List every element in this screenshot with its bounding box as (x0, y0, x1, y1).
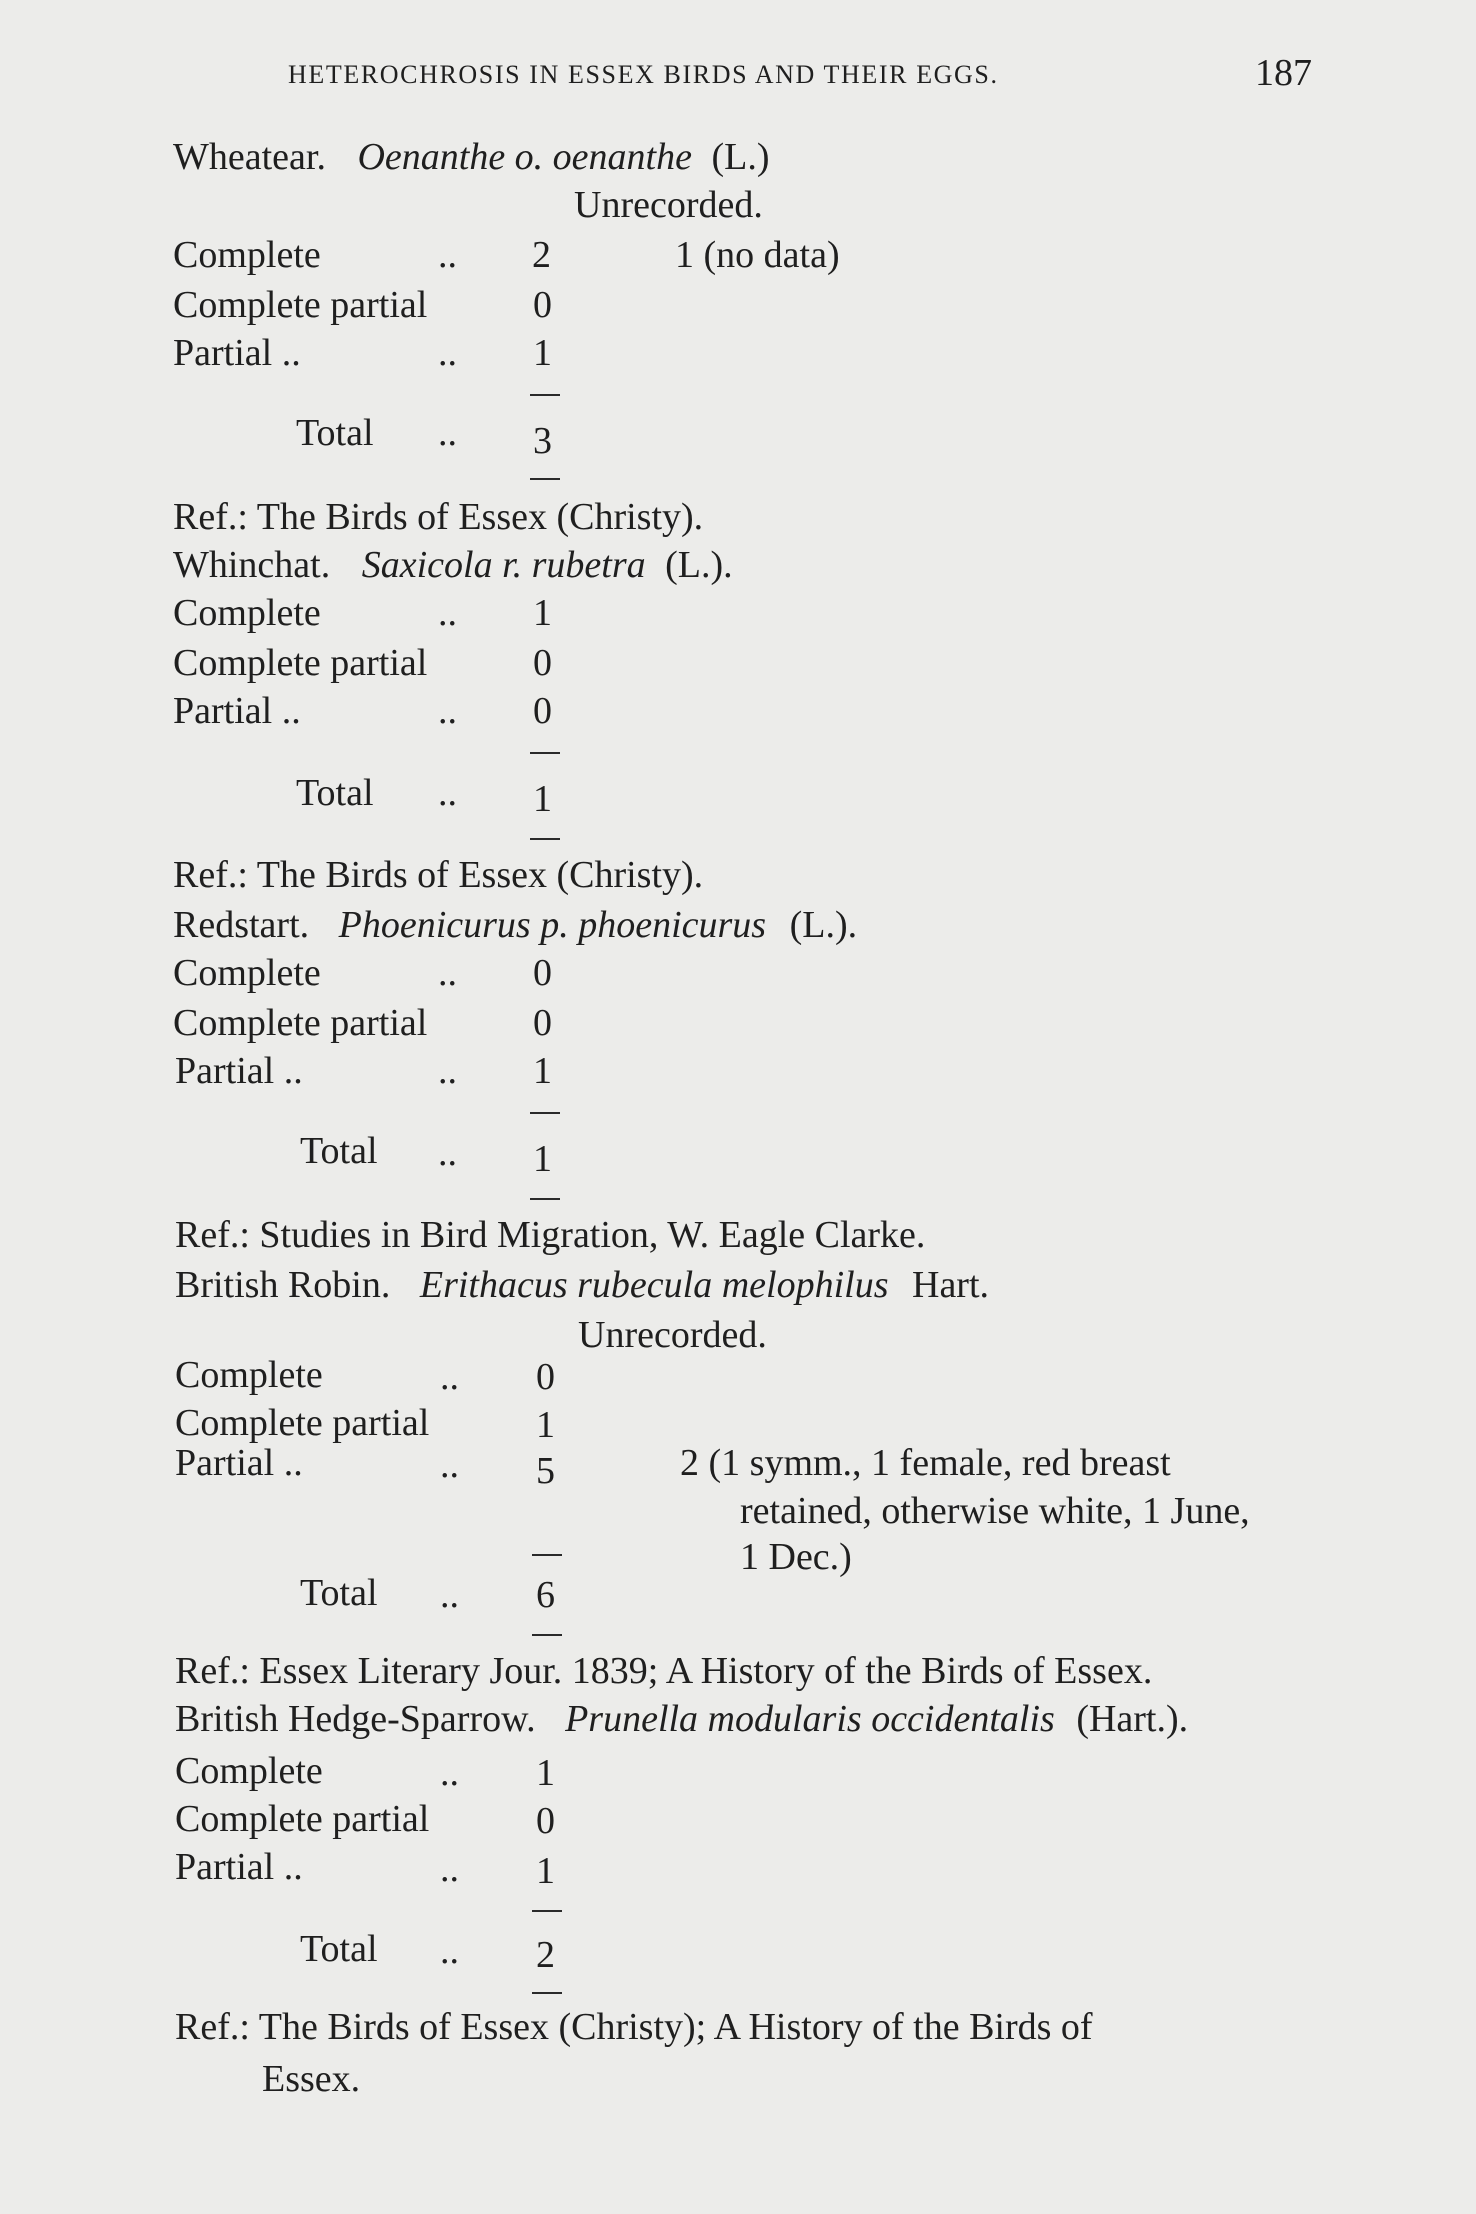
complete-partial-label: Complete partial (173, 1002, 428, 1044)
dots: .. (438, 690, 457, 732)
reference: Ref.: Studies in Bird Migration, W. Eagle Clarke. (175, 1214, 926, 1256)
reference: Ref.: The Birds of Essex (Christy). (173, 854, 704, 896)
dots: .. (438, 592, 457, 634)
reference: Ref.: Essex Literary Jour. 1839; A History of the Birds of Essex. (175, 1650, 1153, 1692)
partial-value: 1 (533, 332, 552, 374)
total-rule (530, 478, 560, 480)
sum-rule (530, 752, 560, 754)
sum-rule (532, 1910, 562, 1912)
dots: .. (438, 1132, 457, 1174)
dots: .. (438, 1050, 457, 1092)
note-line: 2 (1 symm., 1 female, red breast (680, 1442, 1171, 1484)
common-name: Wheatear. (173, 136, 326, 178)
complete-partial-value: 0 (533, 1002, 552, 1044)
partial-label: Partial .. (175, 1442, 303, 1484)
dots: .. (440, 1574, 459, 1616)
note-line: retained, otherwise white, 1 June, (740, 1490, 1250, 1532)
complete-partial-value: 1 (536, 1404, 555, 1446)
total-value: 1 (533, 1138, 552, 1180)
species-heading (173, 546, 733, 584)
total-value: 1 (533, 778, 552, 820)
complete-value: 0 (533, 952, 552, 994)
common-name: British Hedge-Sparrow. (175, 1698, 536, 1740)
total-rule (530, 1198, 560, 1200)
latin-name: Phoenicurus p. phoenicurus (338, 904, 767, 946)
species-heading (173, 906, 857, 944)
reference: Ref.: The Birds of Essex (Christy); A History of the Birds of (175, 2006, 1093, 2048)
dots: .. (438, 772, 457, 814)
complete-label: Complete (175, 1354, 323, 1396)
dots: .. (440, 1356, 459, 1398)
partial-label: Partial .. (173, 690, 301, 732)
total-label: Total (300, 1928, 378, 1970)
complete-value: 2 (532, 234, 551, 276)
species-heading (175, 1700, 1188, 1738)
partial-label: Partial .. (173, 332, 301, 374)
author: (L.) (711, 136, 770, 178)
latin-name: Oenanthe o. oenanthe (357, 136, 692, 178)
total-label: Total (296, 412, 374, 454)
partial-value: 1 (533, 1050, 552, 1092)
complete-value: 1 (536, 1752, 555, 1794)
complete-value: 1 (533, 592, 552, 634)
unrecorded-note: 1 (no data) (675, 234, 840, 276)
unrecorded-label: Unrecorded. (574, 184, 763, 226)
sum-rule (530, 394, 560, 396)
complete-partial-label: Complete partial (173, 284, 428, 326)
partial-value: 1 (536, 1850, 555, 1892)
partial-label: Partial .. (175, 1050, 303, 1092)
dots: .. (440, 1848, 459, 1890)
common-name: Redstart. (173, 904, 310, 946)
total-rule (532, 1992, 562, 1994)
total-label: Total (296, 772, 374, 814)
complete-value: 0 (536, 1356, 555, 1398)
total-value: 2 (536, 1934, 555, 1976)
partial-value: 0 (533, 690, 552, 732)
reference-continuation: Essex. (262, 2058, 361, 2100)
complete-partial-label: Complete partial (175, 1402, 430, 1444)
note-line: 1 Dec.) (740, 1536, 852, 1578)
running-title: HETEROCHROSIS IN ESSEX BIRDS AND THEIR EGGS. (288, 60, 999, 89)
latin-name: Prunella modularis occidentalis (565, 1698, 1055, 1740)
latin-name: Saxicola r. rubetra (361, 544, 646, 586)
total-rule (532, 1634, 562, 1636)
total-value: 6 (536, 1574, 555, 1616)
complete-partial-label: Complete partial (173, 642, 428, 684)
author: (L.). (789, 904, 858, 946)
dots: .. (438, 332, 457, 374)
partial-label: Partial .. (175, 1846, 303, 1888)
sum-rule (532, 1554, 562, 1556)
common-name: British Robin. (175, 1264, 391, 1306)
dots: .. (438, 234, 457, 276)
total-label: Total (300, 1572, 378, 1614)
author: (L.). (665, 544, 733, 586)
dots: .. (438, 412, 457, 454)
dots: .. (440, 1752, 459, 1794)
complete-label: Complete (175, 1750, 323, 1792)
dots: .. (438, 952, 457, 994)
dots: .. (440, 1444, 459, 1486)
reference: Ref.: The Birds of Essex (Christy). (173, 496, 704, 538)
species-heading (173, 138, 770, 176)
sum-rule (530, 1112, 560, 1114)
complete-partial-value: 0 (533, 284, 552, 326)
complete-partial-value: 0 (533, 642, 552, 684)
complete-partial-value: 0 (536, 1800, 555, 1842)
complete-label: Complete (173, 234, 321, 276)
unrecorded-label: Unrecorded. (578, 1314, 767, 1356)
page-number: 187 (1255, 52, 1312, 94)
partial-value: 5 (536, 1450, 555, 1492)
common-name: Whinchat. (173, 544, 331, 586)
complete-label: Complete (173, 592, 321, 634)
total-value: 3 (533, 420, 552, 462)
latin-name: Erithacus rubecula melophilus (419, 1264, 889, 1306)
author: Hart. (912, 1264, 990, 1306)
complete-label: Complete (173, 952, 321, 994)
total-rule (530, 838, 560, 840)
species-heading (175, 1266, 989, 1304)
complete-partial-label: Complete partial (175, 1798, 430, 1840)
dots: .. (440, 1930, 459, 1972)
total-label: Total (300, 1130, 378, 1172)
author: (Hart.). (1076, 1698, 1189, 1740)
